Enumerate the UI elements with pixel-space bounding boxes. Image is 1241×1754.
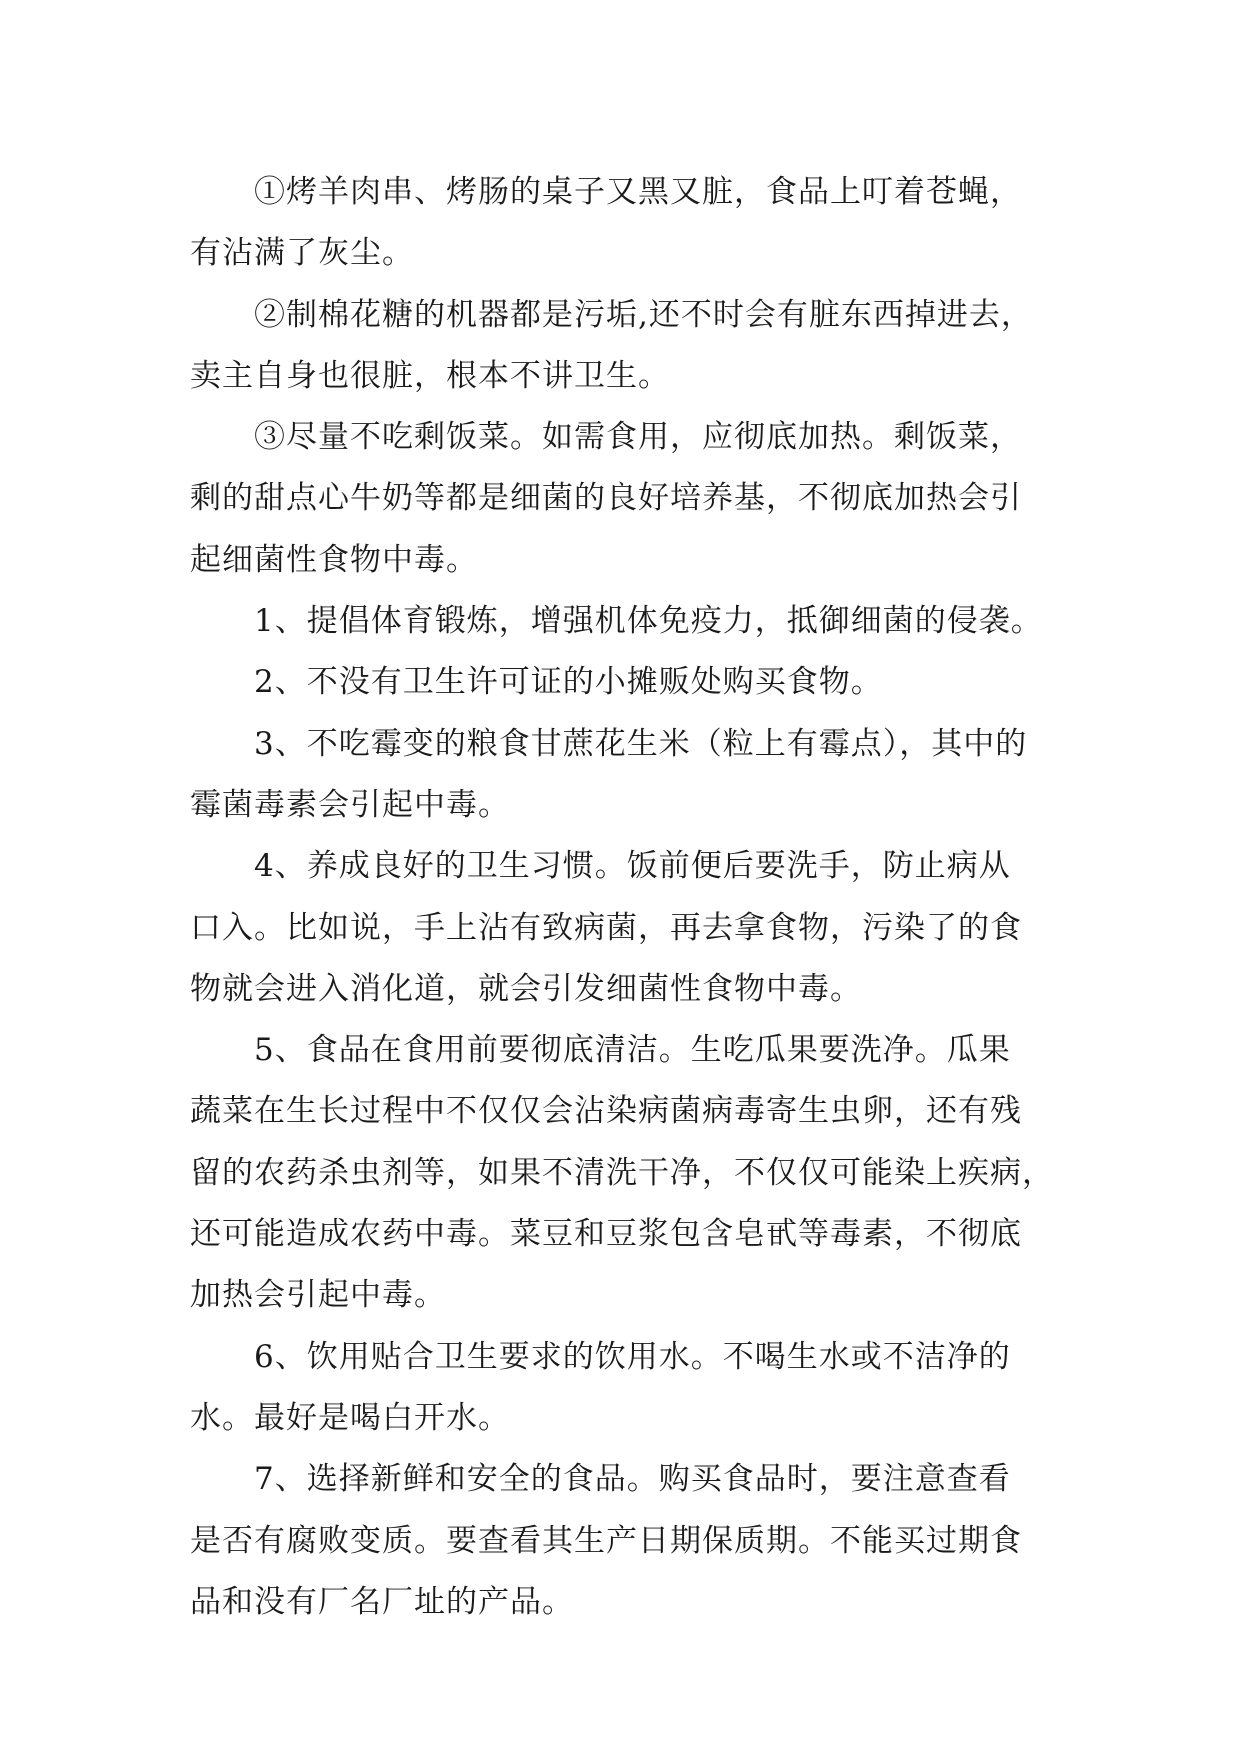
paragraph-3 bbox=[190, 407, 1070, 591]
paragraph-6 bbox=[190, 714, 1070, 837]
text-line: 4、养成良好的卫生习惯。饭前便后要洗手，防止病从 bbox=[254, 848, 1011, 885]
text-line: 水。最好是喝白开水。 bbox=[190, 1399, 510, 1436]
text-line: 加热会引起中毒。 bbox=[190, 1277, 446, 1314]
text-line: 是否有腐败变质。要查看其生产日期保质期。不能买过期食 bbox=[190, 1522, 1022, 1559]
text-line: 还可能造成农药中毒。菜豆和豆浆包含皂甙等毒素，不彻底 bbox=[190, 1216, 1022, 1253]
text-line: 物就会进入消化道，就会引发细菌性食物中毒。 bbox=[190, 970, 862, 1007]
text-line: 霉菌毒素会引起中毒。 bbox=[190, 786, 510, 823]
paragraph-4 bbox=[190, 591, 1070, 652]
text-line: 7、选择新鲜和安全的食品。购买食品时，要注意查看 bbox=[254, 1461, 1011, 1498]
text-line: 2、不没有卫生许可证的小摊贩处购买食物。 bbox=[254, 664, 883, 701]
text-line: ①烤羊肉串、烤肠的桌子又黑又脏，食品上叮着苍蝇， bbox=[254, 174, 1022, 210]
text-line: 剩的甜点心牛奶等都是细菌的良好培养基，不彻底加热会引 bbox=[190, 480, 1022, 517]
text-line: 起细菌性食物中毒。 bbox=[190, 541, 478, 578]
text-line: 卖主自身也很脏，根本不讲卫生。 bbox=[190, 357, 670, 394]
paragraph-10 bbox=[190, 1449, 1070, 1633]
text-line: 1、提倡体育锻炼，增强机体免疫力，抵御细菌的侵袭。 bbox=[254, 603, 1043, 640]
paragraph-2 bbox=[190, 285, 1070, 408]
paragraph-1 bbox=[190, 162, 1070, 285]
paragraph-5 bbox=[190, 652, 1070, 713]
text-line: 蔬菜在生长过程中不仅仅会沾染病菌病毒寄生虫卵，还有残 bbox=[190, 1093, 1022, 1130]
document-body bbox=[190, 162, 1070, 1633]
paragraph-8 bbox=[190, 1020, 1070, 1326]
text-line: 留的农药杀虫剂等，如果不清洗干净，不仅仅可能染上疾病， bbox=[190, 1154, 1054, 1191]
text-line: 口入。比如说，手上沾有致病菌，再去拿食物，污染了的食 bbox=[190, 909, 1022, 946]
text-line: ②制棉花糖的机器都是污垢,还不时会有脏东西掉进去， bbox=[254, 296, 1033, 333]
text-line: 品和没有厂名厂址的产品。 bbox=[190, 1583, 574, 1620]
text-line: 3、不吃霉变的粮食甘蔗花生米（粒上有霉点），其中的 bbox=[254, 725, 1028, 762]
paragraph-9 bbox=[190, 1327, 1070, 1450]
text-line: 有沾满了灰尘。 bbox=[190, 235, 414, 272]
paragraph-7 bbox=[190, 836, 1070, 1020]
text-line: ③尽量不吃剩饭菜。如需食用，应彻底加热。剩饭菜， bbox=[254, 419, 1022, 456]
text-line: 6、饮用贴合卫生要求的饮用水。不喝生水或不洁净的 bbox=[254, 1338, 1011, 1375]
text-line: 5、食品在食用前要彻底清洁。生吃瓜果要洗净。瓜果 bbox=[254, 1032, 1011, 1069]
